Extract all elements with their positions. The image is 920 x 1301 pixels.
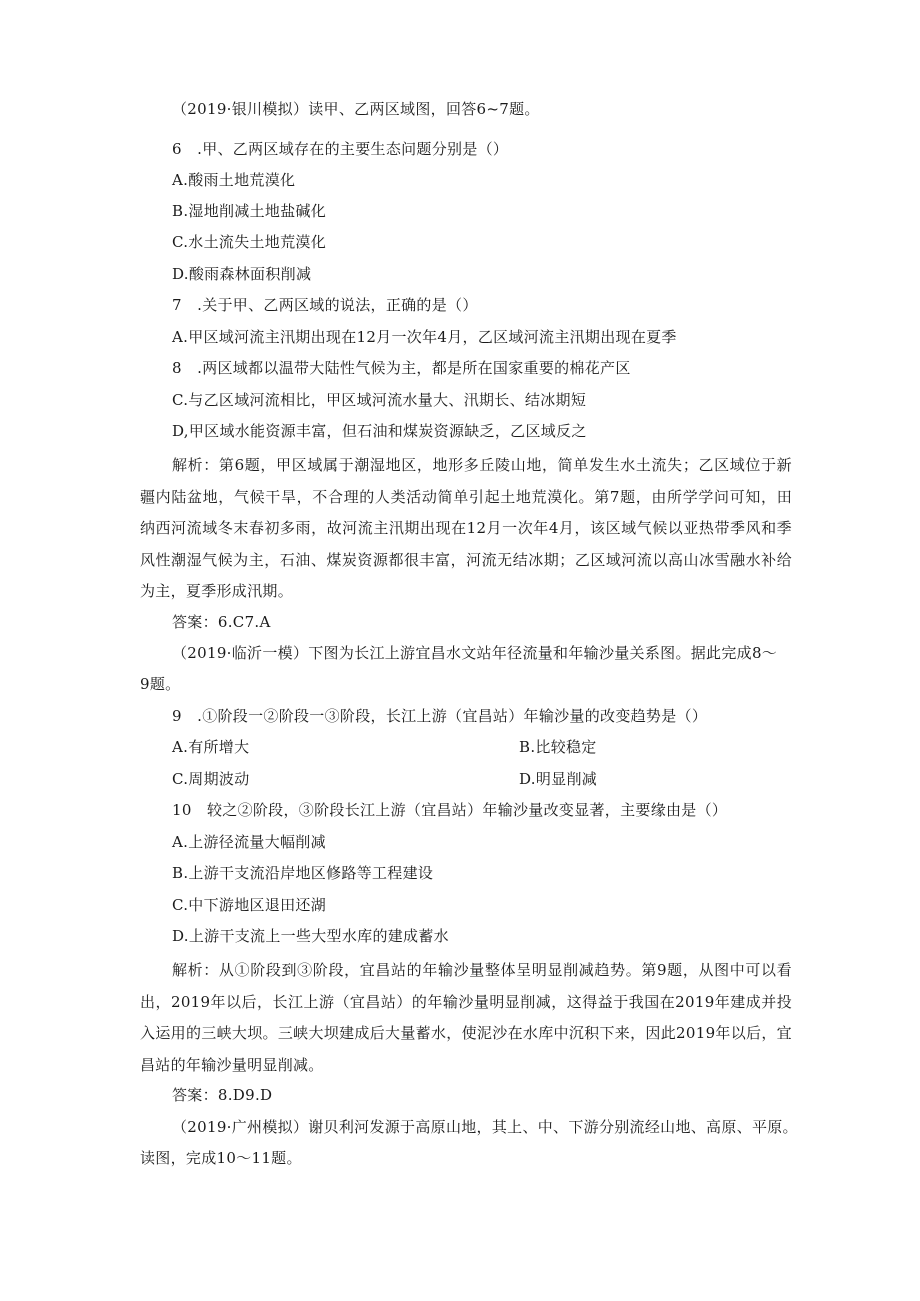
group1-intro: （2019·银川模拟）读甲、乙两区域图，回答6~7题。 — [172, 100, 540, 118]
q10-option-b: B.上游干支流沿岸地区修路等工程建设 — [172, 864, 434, 882]
q9-stem: 9 .①阶段一②阶段一③阶段，长江上游（宜昌站）年输沙量的改变趋势是（） — [172, 707, 708, 725]
q10-option-d: D.上游干支流上一些大型水库的建成蓄水 — [172, 927, 449, 945]
q10-stem: 10 较之②阶段，③阶段长江上游（宜昌站）年输沙量改变显著，主要缘由是（） — [172, 801, 728, 819]
q6-option-d: D.酸雨森林面积削减 — [172, 265, 312, 283]
group3-intro-line1: （2019·广州模拟）谢贝利河发源于高原山地，其上、中、下游分别流经山地、高原、平原。 — [172, 1118, 798, 1136]
group3-intro-line2: 读图，完成10～11题。 — [140, 1149, 302, 1167]
group1-analysis: 解析：第6题，甲区域属于潮湿地区，地形多丘陵山地，简单发生水土流失；乙区域位于新疆内陆盆地，气候干旱，不合理的人类活动简单引起土地荒漠化。第7题，由所学学问可知，田纳西河流域冬末春初多雨，故河流主汛期出现在12月一次年4月，该区域气候以亚热带季风和季风性潮湿气候为主，石油、煤炭资源都很丰富，河流无结冰期；乙区域河流以高山冰雪融水补给为主，夏季形成汛期。 — [140, 456, 792, 600]
q9-option-d: D.明显削减 — [519, 770, 598, 788]
q7-option-a: A.甲区域河流主汛期出现在12月一次年4月，乙区域河流主汛期出现在夏季 — [172, 328, 677, 346]
q7-option-b: 8 .两区域都以温带大陆性气候为主，都是所在国家重要的棉花产区 — [172, 359, 631, 377]
q10-option-a: A.上游径流量大幅削减 — [172, 833, 326, 851]
group1-answer: 答案：6.C7.A — [172, 613, 271, 631]
q9-option-b: B.比较稳定 — [519, 738, 597, 756]
q7-option-d: D,甲区域水能资源丰富，但石油和煤炭资源缺乏，乙区域反之 — [172, 422, 587, 440]
q7-option-c: C.与乙区域河流相比，甲区域河流水量大、汛期长、结冰期短 — [172, 391, 587, 409]
q6-stem: 6 .甲、乙两区域存在的主要生态问题分别是（） — [172, 140, 509, 158]
q9-option-a: A.有所增大 — [172, 738, 250, 756]
q9-option-c: C.周期波动 — [172, 770, 250, 788]
group2-analysis: 解析：从①阶段到③阶段，宜昌站的年输沙量整体呈明显削减趋势。第9题，从图中可以看出，2019年以后，长江上游（宜昌站）的年输沙量明显削减，这得益于我国在2019年建成并投入运用的三峡大坝。三峡大坝建成后大量蓄水，使泥沙在水库中沉积下来，因此2019年以后，宜昌站的年输沙量明显削减。 — [140, 961, 792, 1074]
group2-intro-line1: （2019·临沂一模）下图为长江上游宜昌水文站年径流量和年输沙量关系图。据此完成8～ — [172, 644, 778, 662]
q10-option-c: C.中下游地区退田还湖 — [172, 896, 327, 914]
group2-intro-line2: 9题。 — [140, 675, 181, 693]
q6-option-a: A.酸雨土地荒漠化 — [172, 171, 296, 189]
q6-option-c: C.水土流失土地荒漠化 — [172, 233, 327, 251]
group2-answer: 答案：8.D9.D — [172, 1086, 273, 1104]
q6-option-b: B.湿地削减土地盐碱化 — [172, 202, 327, 220]
q7-stem: 7 .关于甲、乙两区域的说法，正确的是（） — [172, 296, 478, 314]
